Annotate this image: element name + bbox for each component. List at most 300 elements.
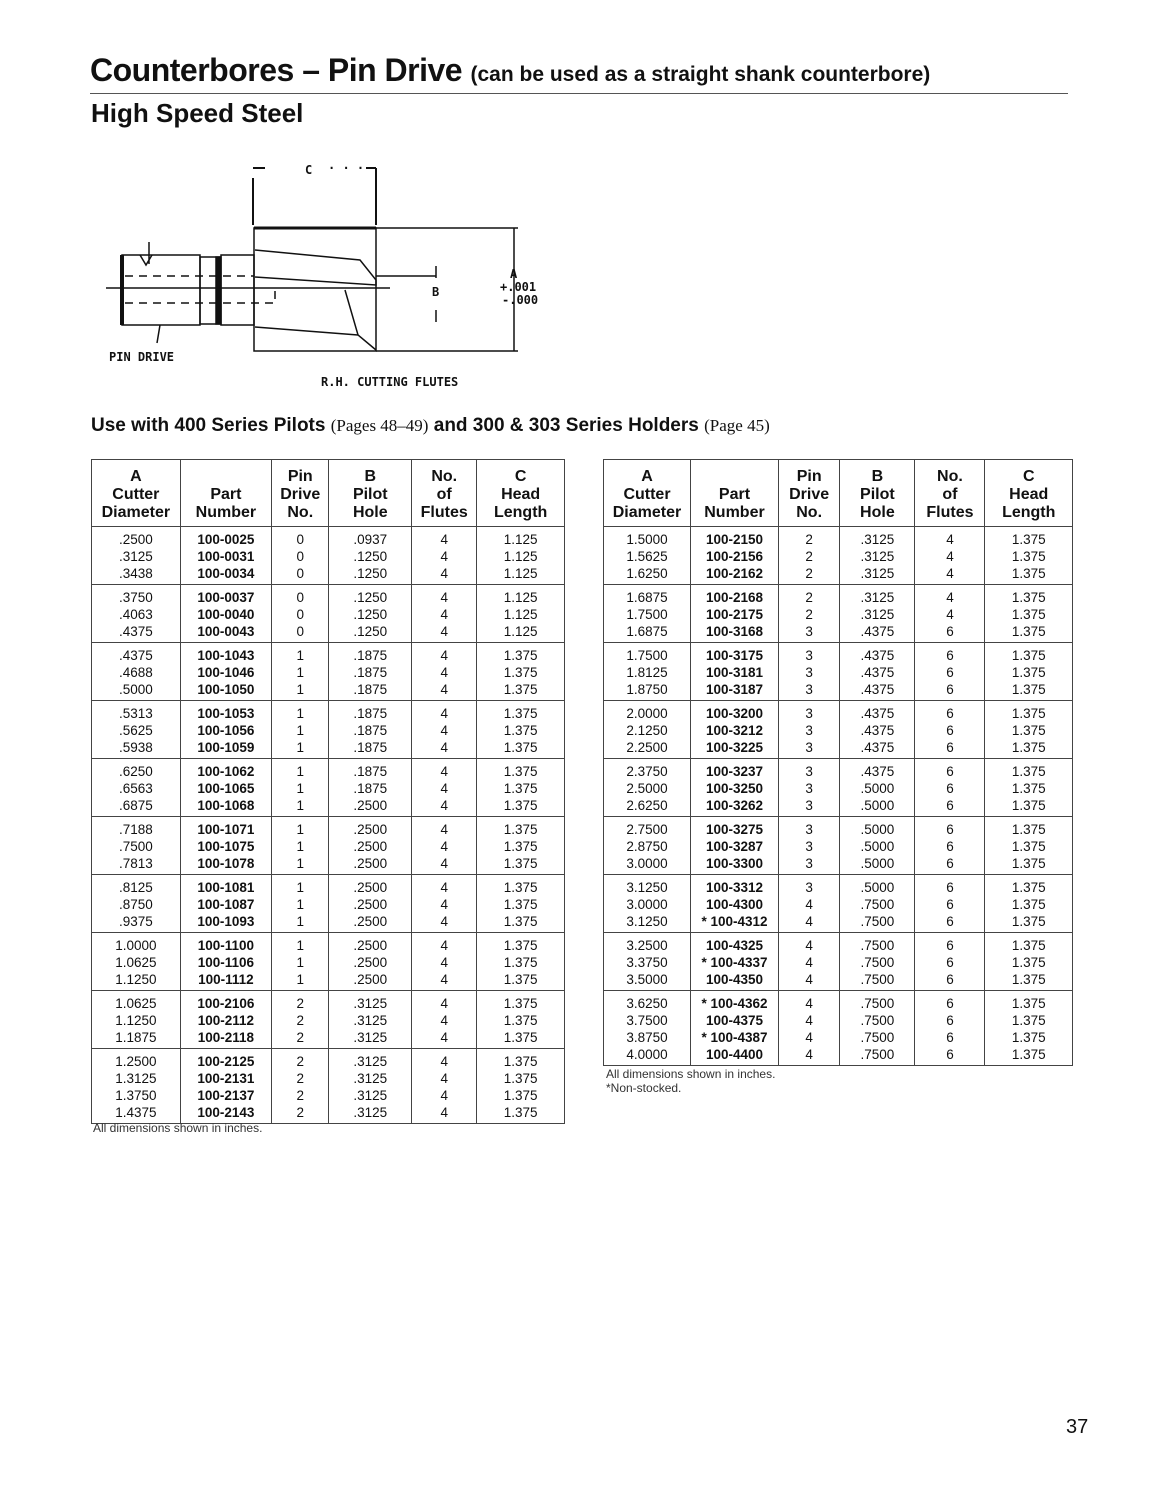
- cutter-diameter-cell: .6250: [92, 759, 181, 781]
- cutter-diameter-cell: 2.1250: [604, 722, 691, 739]
- cutter-diameter-cell: .5938: [92, 739, 181, 759]
- no-of-flutes-cell: 4: [412, 797, 477, 817]
- head-length-cell: 1.375: [477, 896, 565, 913]
- no-of-flutes-cell: 4: [412, 1104, 477, 1124]
- table-row: [604, 991, 1073, 1013]
- usage-pilots-pages: (Pages 48–49): [330, 416, 429, 435]
- table-row: [92, 991, 565, 1013]
- part-number-cell: 100-1093: [180, 913, 271, 933]
- pilot-hole-cell: .7500: [840, 991, 915, 1013]
- pin-drive-no-cell: 2: [272, 1049, 329, 1071]
- cutter-diameter-cell: .5313: [92, 701, 181, 723]
- no-of-flutes-cell: 6: [915, 838, 985, 855]
- cutter-diameter-cell: 1.6875: [604, 585, 691, 607]
- head-length-cell: 1.375: [985, 664, 1073, 681]
- column-header-line: of: [942, 486, 958, 503]
- cutter-diameter-cell: .8125: [92, 875, 181, 897]
- cutter-diameter-cell: 2.5000: [604, 780, 691, 797]
- column-header-line: No.: [937, 468, 963, 485]
- page-number: 37: [1066, 1416, 1089, 1438]
- no-of-flutes-cell: 6: [915, 1012, 985, 1029]
- no-of-flutes-cell: 4: [412, 623, 477, 643]
- part-number-cell: 100-1071: [180, 817, 271, 839]
- column-header-line: Pin: [796, 468, 822, 485]
- pin-drive-no-cell: 4: [778, 1046, 839, 1066]
- head-length-cell: 1.375: [985, 838, 1073, 855]
- cutter-diameter-cell: .5625: [92, 722, 181, 739]
- head-length-cell: 1.375: [477, 739, 565, 759]
- pilot-hole-cell: .2500: [329, 896, 412, 913]
- part-number-cell: 100-1106: [180, 954, 271, 971]
- pilot-hole-cell: .7500: [840, 971, 915, 991]
- part-number-cell: 100-3225: [690, 739, 778, 759]
- column-header-line: Cutter: [112, 486, 160, 503]
- part-number-cell: 100-4300: [690, 896, 778, 913]
- title-text: Counterbores – Pin Drive: [90, 52, 463, 88]
- cutter-diameter-cell: .6875: [92, 797, 181, 817]
- no-of-flutes-cell: 4: [412, 585, 477, 607]
- pin-drive-no-cell: 3: [778, 838, 839, 855]
- page-subtitle: High Speed Steel: [91, 98, 304, 128]
- pilot-hole-cell: .0937: [329, 527, 412, 549]
- pin-drive-no-cell: 0: [272, 623, 329, 643]
- label-a: A: [510, 267, 518, 281]
- pilot-hole-cell: .3125: [329, 1070, 412, 1087]
- spec-table-right: [603, 459, 1073, 1066]
- part-number-cell: 100-4375: [690, 1012, 778, 1029]
- no-of-flutes-cell: 6: [915, 1029, 985, 1046]
- table-row: [92, 739, 565, 759]
- pilot-hole-cell: .1875: [329, 701, 412, 723]
- no-of-flutes-cell: 4: [412, 739, 477, 759]
- label-c: C: [305, 163, 313, 177]
- cutter-diameter-cell: 1.5000: [604, 527, 691, 549]
- header-row: [92, 460, 565, 527]
- no-of-flutes-cell: 6: [915, 971, 985, 991]
- head-length-cell: 1.375: [477, 1104, 565, 1124]
- table-row: [604, 896, 1073, 913]
- part-number-cell: 100-3237: [690, 759, 778, 781]
- column-header-line: No.: [431, 468, 458, 485]
- table-row: [92, 838, 565, 855]
- pilot-hole-cell: .4375: [840, 722, 915, 739]
- pin-drive-no-cell: 3: [778, 855, 839, 875]
- column-header-line: [693, 468, 776, 486]
- head-length-cell: 1.375: [985, 701, 1073, 723]
- pilot-hole-cell: .2500: [329, 817, 412, 839]
- label-b: B: [432, 285, 440, 299]
- part-number-cell: 100-3312: [690, 875, 778, 897]
- cutter-diameter-cell: .7188: [92, 817, 181, 839]
- cutter-diameter-cell: .9375: [92, 913, 181, 933]
- pin-drive-no-cell: 0: [272, 585, 329, 607]
- part-number-cell: 100-3300: [690, 855, 778, 875]
- head-length-cell: 1.375: [477, 701, 565, 723]
- pilot-hole-cell: .7500: [840, 1012, 915, 1029]
- head-length-cell: 1.375: [477, 1029, 565, 1049]
- column-header-line: C: [514, 468, 527, 485]
- part-number-cell: 100-4350: [690, 971, 778, 991]
- no-of-flutes-cell: 4: [412, 1029, 477, 1049]
- pilot-hole-cell: .3125: [840, 565, 915, 585]
- no-of-flutes-cell: 4: [412, 954, 477, 971]
- usage-note: [91, 415, 770, 437]
- pin-drive-no-cell: 4: [778, 913, 839, 933]
- column-header-line: Number: [704, 504, 765, 521]
- cutter-diameter-cell: 2.6250: [604, 797, 691, 817]
- table-row: [92, 1049, 565, 1071]
- table-row: [604, 623, 1073, 643]
- cutter-diameter-cell: 1.1875: [92, 1029, 181, 1049]
- cutter-diameter-cell: 1.2500: [92, 1049, 181, 1071]
- table-row: [604, 1046, 1073, 1066]
- no-of-flutes-cell: 6: [915, 643, 985, 665]
- part-number-cell: 100-1078: [180, 855, 271, 875]
- cutter-diameter-cell: 2.8750: [604, 838, 691, 855]
- table-row: [604, 954, 1073, 971]
- pilot-hole-cell: .5000: [840, 855, 915, 875]
- head-length-cell: 1.375: [477, 838, 565, 855]
- column-header-part-number: [180, 460, 271, 527]
- no-of-flutes-cell: 6: [915, 701, 985, 723]
- label-pin-drive: PIN DRIVE: [109, 350, 175, 364]
- pin-drive-no-cell: 1: [272, 817, 329, 839]
- head-length-cell: 1.375: [477, 817, 565, 839]
- head-length-cell: 1.375: [985, 1046, 1073, 1066]
- cutter-diameter-cell: 3.2500: [604, 933, 691, 955]
- pin-drive-no-cell: 1: [272, 701, 329, 723]
- part-number-cell: 100-2118: [180, 1029, 271, 1049]
- pilot-hole-cell: .1250: [329, 623, 412, 643]
- head-length-cell: 1.125: [477, 548, 565, 565]
- table-row: [92, 527, 565, 549]
- pin-drive-no-cell: 3: [778, 681, 839, 701]
- pilot-hole-cell: .3125: [840, 585, 915, 607]
- part-number-cell: 100-1087: [180, 896, 271, 913]
- pilot-hole-cell: .2500: [329, 971, 412, 991]
- column-header-no-of-flutes: [412, 460, 477, 527]
- part-number-cell: 100-2168: [690, 585, 778, 607]
- cutter-diameter-cell: .6563: [92, 780, 181, 797]
- column-header-line: Length: [1002, 504, 1056, 521]
- pilot-hole-cell: .2500: [329, 797, 412, 817]
- column-header-line: Part: [210, 486, 242, 503]
- table-row: [92, 875, 565, 897]
- cutter-diameter-cell: 1.0625: [92, 954, 181, 971]
- column-header-line: Pilot: [860, 486, 895, 503]
- table-row: [604, 548, 1073, 565]
- no-of-flutes-cell: 4: [915, 606, 985, 623]
- no-of-flutes-cell: 6: [915, 875, 985, 897]
- part-number-cell: 100-0040: [180, 606, 271, 623]
- pilot-hole-cell: .4375: [840, 623, 915, 643]
- no-of-flutes-cell: 4: [412, 780, 477, 797]
- pin-drive-no-cell: 2: [272, 1087, 329, 1104]
- no-of-flutes-cell: 6: [915, 855, 985, 875]
- cutter-diameter-cell: 2.3750: [604, 759, 691, 781]
- pin-drive-no-cell: 1: [272, 971, 329, 991]
- pilot-hole-cell: .2500: [329, 913, 412, 933]
- no-of-flutes-cell: 4: [412, 817, 477, 839]
- pin-drive-no-cell: 0: [272, 548, 329, 565]
- part-number-cell: 100-2106: [180, 991, 271, 1013]
- no-of-flutes-cell: 4: [412, 1070, 477, 1087]
- table-row: [92, 1029, 565, 1049]
- column-header-line: A: [130, 468, 142, 485]
- head-length-cell: 1.375: [477, 780, 565, 797]
- pin-drive-no-cell: 1: [272, 780, 329, 797]
- column-header-line: Flutes: [926, 504, 974, 521]
- column-header-part-number: [690, 460, 778, 527]
- table-row: [92, 759, 565, 781]
- table-row: [92, 1070, 565, 1087]
- part-number-cell: 100-3181: [690, 664, 778, 681]
- table-row: [604, 701, 1073, 723]
- no-of-flutes-cell: 6: [915, 759, 985, 781]
- pin-drive-no-cell: 1: [272, 681, 329, 701]
- column-header-line: No.: [287, 504, 314, 521]
- pilot-hole-cell: .7500: [840, 1046, 915, 1066]
- label-cutting-flutes: R.H. CUTTING FLUTES: [321, 375, 459, 389]
- part-number-cell: 100-1046: [180, 664, 271, 681]
- head-length-cell: 1.375: [985, 527, 1073, 549]
- column-header-line: Diameter: [612, 504, 682, 521]
- pin-drive-no-cell: 2: [778, 565, 839, 585]
- pilot-hole-cell: .4375: [840, 664, 915, 681]
- part-number-cell: 100-2162: [690, 565, 778, 585]
- no-of-flutes-cell: 6: [915, 1046, 985, 1066]
- part-number-cell: 100-3187: [690, 681, 778, 701]
- no-of-flutes-cell: 4: [412, 991, 477, 1013]
- table-row: [604, 838, 1073, 855]
- no-of-flutes-cell: 6: [915, 954, 985, 971]
- head-length-cell: 1.375: [985, 855, 1073, 875]
- pilot-hole-cell: .7500: [840, 896, 915, 913]
- table-row: [92, 780, 565, 797]
- head-length-cell: 1.375: [985, 585, 1073, 607]
- pin-drive-no-cell: 2: [778, 606, 839, 623]
- head-length-cell: 1.375: [477, 933, 565, 955]
- cutter-diameter-cell: .4063: [92, 606, 181, 623]
- pilot-hole-cell: .1875: [329, 739, 412, 759]
- part-number-cell: 100-1043: [180, 643, 271, 665]
- column-header-pilot-hole: [840, 460, 915, 527]
- part-number-cell: 100-3262: [690, 797, 778, 817]
- table-row: [92, 1012, 565, 1029]
- pin-drive-no-cell: 0: [272, 606, 329, 623]
- table-row: [604, 875, 1073, 897]
- pilot-hole-cell: .1875: [329, 643, 412, 665]
- dimensions-note-text: All dimensions shown in inches.: [606, 1067, 776, 1081]
- head-length-cell: 1.375: [477, 991, 565, 1013]
- pin-drive-no-cell: 3: [778, 739, 839, 759]
- dimensions-note-right: [606, 1067, 775, 1095]
- page-title: [90, 52, 930, 89]
- table-row: [92, 971, 565, 991]
- part-number-cell: 100-3200: [690, 701, 778, 723]
- no-of-flutes-cell: 4: [412, 1049, 477, 1071]
- cutter-diameter-cell: .7500: [92, 838, 181, 855]
- column-header-no-of-flutes: [915, 460, 985, 527]
- head-length-cell: 1.375: [985, 759, 1073, 781]
- column-header-line: Cutter: [623, 486, 671, 503]
- part-number-cell: 100-2143: [180, 1104, 271, 1124]
- table-row: [604, 606, 1073, 623]
- head-length-cell: 1.375: [477, 954, 565, 971]
- head-length-cell: 1.375: [985, 606, 1073, 623]
- head-length-cell: 1.375: [985, 565, 1073, 585]
- cutter-diameter-cell: .4375: [92, 643, 181, 665]
- table-row: [604, 664, 1073, 681]
- pin-drive-no-cell: 0: [272, 565, 329, 585]
- column-header-line: Hole: [352, 504, 388, 521]
- pin-drive-no-cell: 4: [778, 933, 839, 955]
- pilot-hole-cell: .1875: [329, 681, 412, 701]
- table-row: [604, 817, 1073, 839]
- part-number-cell: 100-3287: [690, 838, 778, 855]
- pin-drive-no-cell: 1: [272, 722, 329, 739]
- pin-drive-no-cell: 2: [778, 585, 839, 607]
- pilot-hole-cell: .7500: [840, 954, 915, 971]
- column-header-line: Head: [501, 486, 541, 503]
- head-length-cell: 1.375: [477, 913, 565, 933]
- table-row: [92, 548, 565, 565]
- no-of-flutes-cell: 4: [412, 565, 477, 585]
- column-header-line: Head: [1009, 486, 1049, 503]
- cutter-diameter-cell: 3.0000: [604, 855, 691, 875]
- no-of-flutes-cell: 4: [412, 875, 477, 897]
- cutter-diameter-cell: 2.7500: [604, 817, 691, 839]
- head-length-cell: 1.375: [477, 759, 565, 781]
- part-number-cell: 100-0043: [180, 623, 271, 643]
- head-length-cell: 1.375: [985, 971, 1073, 991]
- part-number-cell: 100-4325: [690, 933, 778, 955]
- no-of-flutes-cell: 4: [915, 585, 985, 607]
- table-row: [92, 954, 565, 971]
- column-header-line: C: [1022, 468, 1035, 485]
- column-header-cutter-diameter: [604, 460, 691, 527]
- part-number-cell: 100-1056: [180, 722, 271, 739]
- pilot-hole-cell: .1250: [329, 606, 412, 623]
- head-length-cell: 1.375: [985, 739, 1073, 759]
- column-header-line: B: [871, 468, 884, 485]
- no-of-flutes-cell: 4: [412, 759, 477, 781]
- column-header-line: B: [364, 468, 377, 485]
- cutter-diameter-cell: 3.0000: [604, 896, 691, 913]
- pilot-hole-cell: .1250: [329, 548, 412, 565]
- column-header-line: Diameter: [101, 504, 171, 521]
- head-length-cell: 1.375: [985, 1029, 1073, 1046]
- pin-drive-no-cell: 3: [778, 875, 839, 897]
- title-note: (can be used as a straight shank counterbore): [470, 63, 931, 86]
- head-length-cell: 1.375: [477, 643, 565, 665]
- pin-drive-no-cell: 1: [272, 855, 329, 875]
- no-of-flutes-cell: 4: [412, 548, 477, 565]
- table-row: [92, 585, 565, 607]
- column-header-line: Pilot: [352, 486, 388, 503]
- no-of-flutes-cell: 6: [915, 913, 985, 933]
- pin-drive-no-cell: 1: [272, 797, 329, 817]
- cutter-diameter-cell: .7813: [92, 855, 181, 875]
- no-of-flutes-cell: 6: [915, 722, 985, 739]
- pin-drive-no-cell: 2: [272, 1070, 329, 1087]
- no-of-flutes-cell: 4: [915, 548, 985, 565]
- head-length-cell: 1.375: [985, 722, 1073, 739]
- column-header-line: Part: [718, 486, 751, 503]
- spec-table-left: [91, 459, 565, 1124]
- head-length-cell: 1.375: [477, 722, 565, 739]
- table-row: [604, 780, 1073, 797]
- table-row: [92, 896, 565, 913]
- table-row: [604, 1012, 1073, 1029]
- head-length-cell: 1.125: [477, 527, 565, 549]
- head-length-cell: 1.375: [985, 681, 1073, 701]
- column-header-line: Hole: [860, 504, 895, 521]
- head-length-cell: 1.125: [477, 623, 565, 643]
- no-of-flutes-cell: 4: [412, 971, 477, 991]
- column-header-head-length: [477, 460, 565, 527]
- cutter-diameter-cell: .3438: [92, 565, 181, 585]
- no-of-flutes-cell: 6: [915, 739, 985, 759]
- table-row: [604, 855, 1073, 875]
- no-of-flutes-cell: 4: [412, 681, 477, 701]
- no-of-flutes-cell: 6: [915, 780, 985, 797]
- pilot-hole-cell: .3125: [840, 527, 915, 549]
- column-header-line: Number: [195, 504, 257, 521]
- head-length-cell: 1.375: [985, 1012, 1073, 1029]
- pin-drive-no-cell: 3: [778, 797, 839, 817]
- part-number-cell: 100-1081: [180, 875, 271, 897]
- pin-drive-no-cell: 4: [778, 896, 839, 913]
- pilot-hole-cell: .4375: [840, 643, 915, 665]
- cutter-diameter-cell: 1.3750: [92, 1087, 181, 1104]
- tolerance-minus: -.000: [502, 293, 539, 307]
- cutter-diameter-cell: 1.4375: [92, 1104, 181, 1124]
- table-row: [92, 664, 565, 681]
- part-number-cell: 100-2137: [180, 1087, 271, 1104]
- pin-drive-no-cell: 2: [778, 548, 839, 565]
- pin-drive-no-cell: 1: [272, 896, 329, 913]
- part-number-cell: 100-3212: [690, 722, 778, 739]
- pilot-hole-cell: .2500: [329, 875, 412, 897]
- part-number-cell: 100-3168: [690, 623, 778, 643]
- pin-drive-no-cell: 1: [272, 933, 329, 955]
- head-length-cell: 1.375: [477, 664, 565, 681]
- column-header-line: Length: [493, 504, 548, 521]
- no-of-flutes-cell: 6: [915, 896, 985, 913]
- head-length-cell: 1.375: [477, 797, 565, 817]
- table-row: [604, 913, 1073, 933]
- pin-drive-no-cell: 1: [272, 838, 329, 855]
- head-length-cell: 1.375: [985, 875, 1073, 897]
- head-length-cell: 1.375: [985, 933, 1073, 955]
- pin-drive-no-cell: 3: [778, 701, 839, 723]
- cutter-diameter-cell: 1.8125: [604, 664, 691, 681]
- head-length-cell: 1.125: [477, 565, 565, 585]
- no-of-flutes-cell: 4: [412, 913, 477, 933]
- cutter-diameter-cell: .8750: [92, 896, 181, 913]
- cutter-diameter-cell: 3.8750: [604, 1029, 691, 1046]
- head-length-cell: 1.375: [985, 954, 1073, 971]
- header-row: [604, 460, 1073, 527]
- column-header-cutter-diameter: [92, 460, 181, 527]
- column-header-line: of: [436, 486, 452, 503]
- pilot-hole-cell: .3125: [329, 1049, 412, 1071]
- pilot-hole-cell: .3125: [840, 548, 915, 565]
- usage-holders-pages: (Page 45): [704, 416, 770, 435]
- pin-drive-no-cell: 2: [272, 991, 329, 1013]
- cutter-diameter-cell: 1.8750: [604, 681, 691, 701]
